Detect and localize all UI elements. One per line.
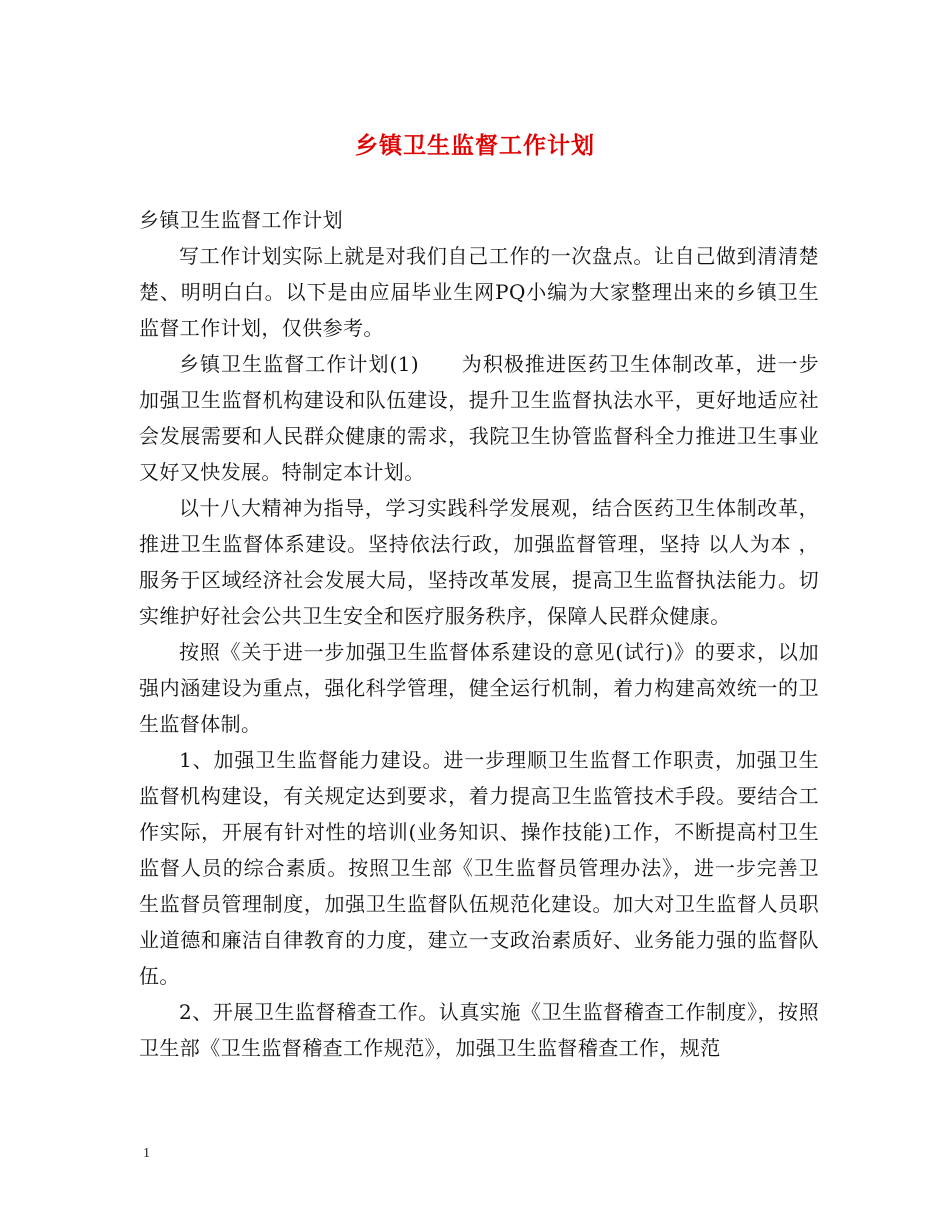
document-title: 乡镇卫生监督工作计划 [355,132,595,159]
paragraph-plan-1: 乡镇卫生监督工作计划(1) 为积极推进医药卫生体制改革，进一步加强卫生监督机构建设和队伍建设，提升卫生监督执法水平，更好地适应社会发展需要和人民群众健康的需求，我院卫生协管监督科全力推进卫生事业又好又快发展。特制定本计划。 [139,352,819,484]
paragraph-guiding-principle: 以十八大精神为指导，学习实践科学发展观，结合医药卫生体制改革，推进卫生监督体系建设。坚持依法行政，加强监督管理，坚持 以人为本 ，服务于区域经济社会发展大局，坚持改革发展，提高卫生监督执法能力。切实维护好社会公共卫生安全和医疗服务秩序，保障人民群众健康。 [139,496,819,628]
paragraph-item-2: 2、开展卫生监督稽查工作。认真实施《卫生监督稽查工作制度》，按照卫生部《卫生监督稽查工作规范》，加强卫生监督稽查工作，规范 [139,1000,819,1060]
paragraph-item-1: 1、加强卫生监督能力建设。进一步理顺卫生监督工作职责，加强卫生监督机构建设，有关规定达到要求，着力提高卫生监管技术手段。要结合工作实际，开展有针对性的培训(业务知识、操作技能)工作，不断提高村卫生监督人员的综合素质。按照卫生部《卫生监督员管理办法》，进一步完善卫生监督员管理制度，加强卫生监督队伍规范化建设。加大对卫生监督人员职业道德和廉洁自律教育的力度，建立一支政治素质好、业务能力强的监督队伍。 [139,748,819,988]
document-body [139,202,819,1066]
page-number: 1 [143,1146,150,1161]
paragraph-intro: 写工作计划实际上就是对我们自己工作的一次盘点。让自己做到清清楚楚、明明白白。以下是由应届毕业生网PQ小编为大家整理出来的乡镇卫生监督工作计划，仅供参考。 [139,244,819,340]
paragraph-heading: 乡镇卫生监督工作计划 [139,208,343,232]
paragraph-requirements: 按照《关于进一步加强卫生监督体系建设的意见(试行)》的要求，以加强内涵建设为重点，强化科学管理，健全运行机制，着力构建高效统一的卫生监督体制。 [139,640,819,736]
